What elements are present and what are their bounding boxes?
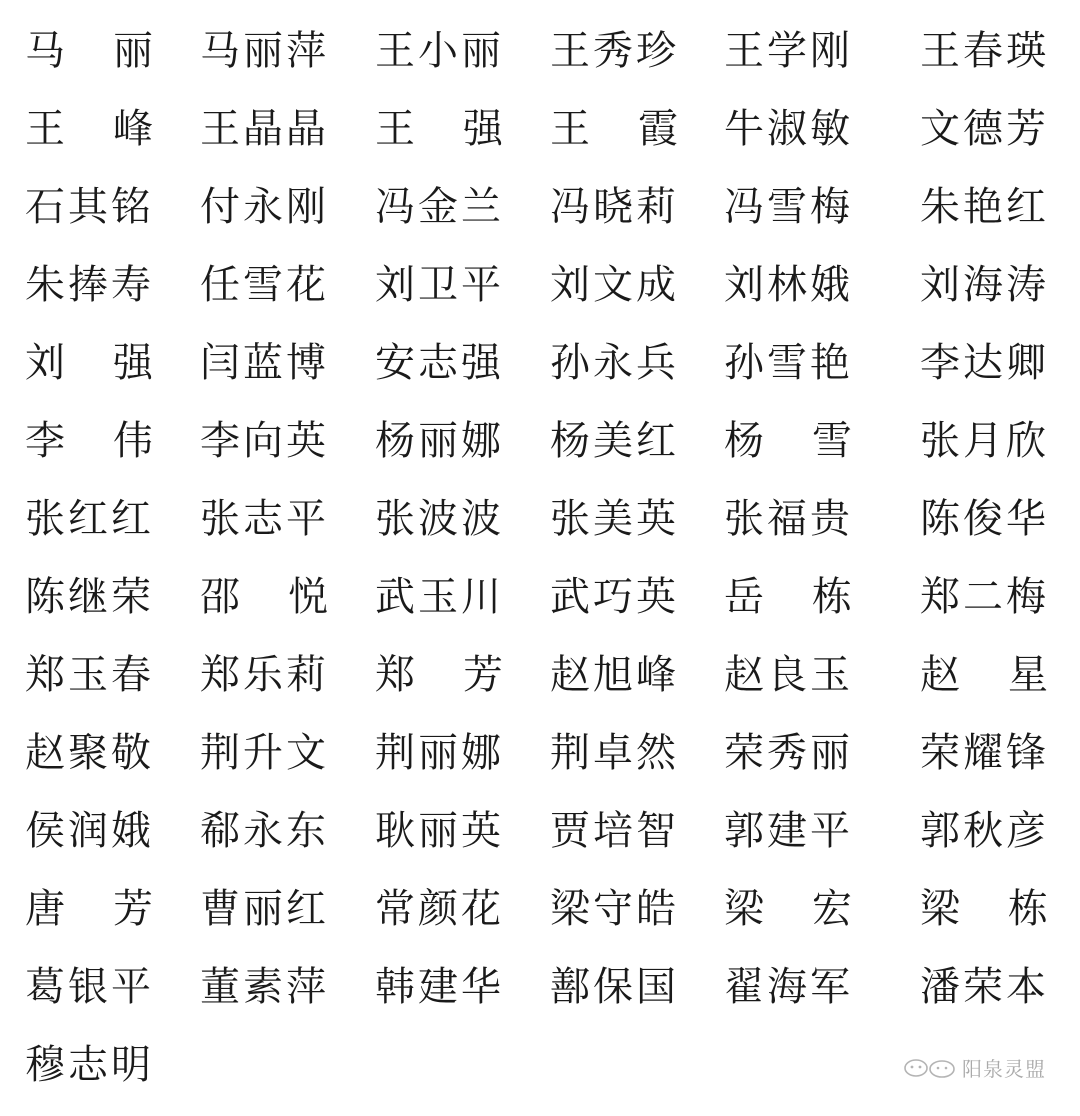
name-cell: 岳 栋	[724, 574, 852, 620]
name-cell: 赵良玉	[724, 652, 853, 698]
name-cell: 杨 雪	[724, 418, 852, 464]
name-cell: 王 峰	[25, 106, 153, 152]
name-cell: 郗永东	[200, 808, 329, 854]
name-cell: 梁守皓	[550, 886, 679, 932]
name-cell: 刘 强	[25, 340, 153, 386]
name-row	[0, 948, 1080, 1026]
name-cell: 武巧英	[550, 574, 679, 620]
name-cell: 任雪花	[200, 262, 329, 308]
name-cell: 耿丽英	[375, 808, 504, 854]
name-cell: 王晶晶	[200, 106, 329, 152]
name-cell: 李达卿	[920, 340, 1049, 386]
watermark	[902, 1053, 1046, 1082]
name-row	[0, 480, 1080, 558]
name-cell: 贾培智	[550, 808, 679, 854]
name-cell: 赵 星	[920, 652, 1048, 698]
name-cell: 冯雪梅	[724, 184, 853, 230]
name-cell: 曹丽红	[200, 886, 329, 932]
name-cell: 朱艳红	[920, 184, 1049, 230]
name-cell: 穆志明	[25, 1042, 154, 1088]
name-cell: 刘文成	[550, 262, 679, 308]
name-cell: 王学刚	[724, 28, 853, 74]
name-row	[0, 246, 1080, 324]
name-cell: 潘荣本	[920, 964, 1049, 1010]
name-cell: 荆丽娜	[375, 730, 504, 776]
name-row	[0, 324, 1080, 402]
name-cell: 郭秋彦	[920, 808, 1049, 854]
name-list	[0, 12, 1080, 1104]
name-cell: 李 伟	[25, 418, 153, 464]
name-cell: 陈俊华	[920, 496, 1049, 542]
name-cell: 孙雪艳	[724, 340, 853, 386]
name-cell: 张月欣	[920, 418, 1049, 464]
name-cell: 石其铭	[25, 184, 154, 230]
name-cell: 张美英	[550, 496, 679, 542]
name-cell: 朱捧寿	[25, 262, 154, 308]
name-cell: 杨丽娜	[375, 418, 504, 464]
name-cell: 王小丽	[375, 28, 504, 74]
name-cell: 安志强	[375, 340, 504, 386]
name-cell: 葛银平	[25, 964, 154, 1010]
name-row	[0, 636, 1080, 714]
name-cell: 韩建华	[375, 964, 504, 1010]
name-row	[0, 402, 1080, 480]
name-row	[0, 870, 1080, 948]
name-cell: 赵旭峰	[550, 652, 679, 698]
name-cell: 赵聚敬	[25, 730, 154, 776]
name-cell: 杨美红	[550, 418, 679, 464]
name-cell: 刘卫平	[375, 262, 504, 308]
name-cell: 常颜花	[375, 886, 504, 932]
name-cell: 董素萍	[200, 964, 329, 1010]
name-cell: 王春瑛	[920, 28, 1049, 74]
name-cell: 郑 芳	[375, 652, 503, 698]
name-cell: 唐 芳	[25, 886, 153, 932]
name-cell: 马 丽	[25, 28, 153, 74]
name-cell: 陈继荣	[25, 574, 154, 620]
name-cell: 郑玉春	[25, 652, 154, 698]
name-cell: 郭建平	[724, 808, 853, 854]
name-cell: 鄯保国	[550, 964, 679, 1010]
name-cell: 文德芳	[920, 106, 1049, 152]
name-cell: 梁 栋	[920, 886, 1048, 932]
name-cell: 邵 悦	[200, 574, 328, 620]
name-cell: 张红红	[25, 496, 154, 542]
name-row	[0, 168, 1080, 246]
name-cell: 荆卓然	[550, 730, 679, 776]
name-cell: 郑乐莉	[200, 652, 329, 698]
name-cell: 张福贵	[724, 496, 853, 542]
name-cell: 张志平	[200, 496, 329, 542]
name-row	[0, 558, 1080, 636]
name-cell: 王秀珍	[550, 28, 679, 74]
name-row	[0, 714, 1080, 792]
name-cell: 张波波	[375, 496, 504, 542]
name-row	[0, 90, 1080, 168]
name-cell: 李向英	[200, 418, 329, 464]
name-cell: 闫蓝博	[200, 340, 329, 386]
name-cell: 荆升文	[200, 730, 329, 776]
name-cell: 武玉川	[375, 574, 504, 620]
name-cell: 马丽萍	[200, 28, 329, 74]
name-cell: 冯晓莉	[550, 184, 679, 230]
name-cell: 王 强	[375, 106, 503, 152]
name-cell: 刘海涛	[920, 262, 1049, 308]
name-cell: 付永刚	[200, 184, 329, 230]
name-cell: 侯润娥	[25, 808, 154, 854]
name-cell: 孙永兵	[550, 340, 679, 386]
name-row	[0, 792, 1080, 870]
name-cell: 刘林娥	[724, 262, 853, 308]
name-cell: 冯金兰	[375, 184, 504, 230]
name-cell: 荣秀丽	[724, 730, 853, 776]
wechat-official-account-icon	[902, 1057, 958, 1079]
name-cell: 王 霞	[550, 106, 678, 152]
name-row	[0, 12, 1080, 90]
name-cell: 郑二梅	[920, 574, 1049, 620]
name-cell: 梁 宏	[724, 886, 852, 932]
watermark-text: 阳泉灵盟	[962, 1057, 1046, 1081]
name-cell: 牛淑敏	[724, 106, 853, 152]
name-cell: 荣耀锋	[920, 730, 1049, 776]
name-cell: 翟海军	[724, 964, 853, 1010]
